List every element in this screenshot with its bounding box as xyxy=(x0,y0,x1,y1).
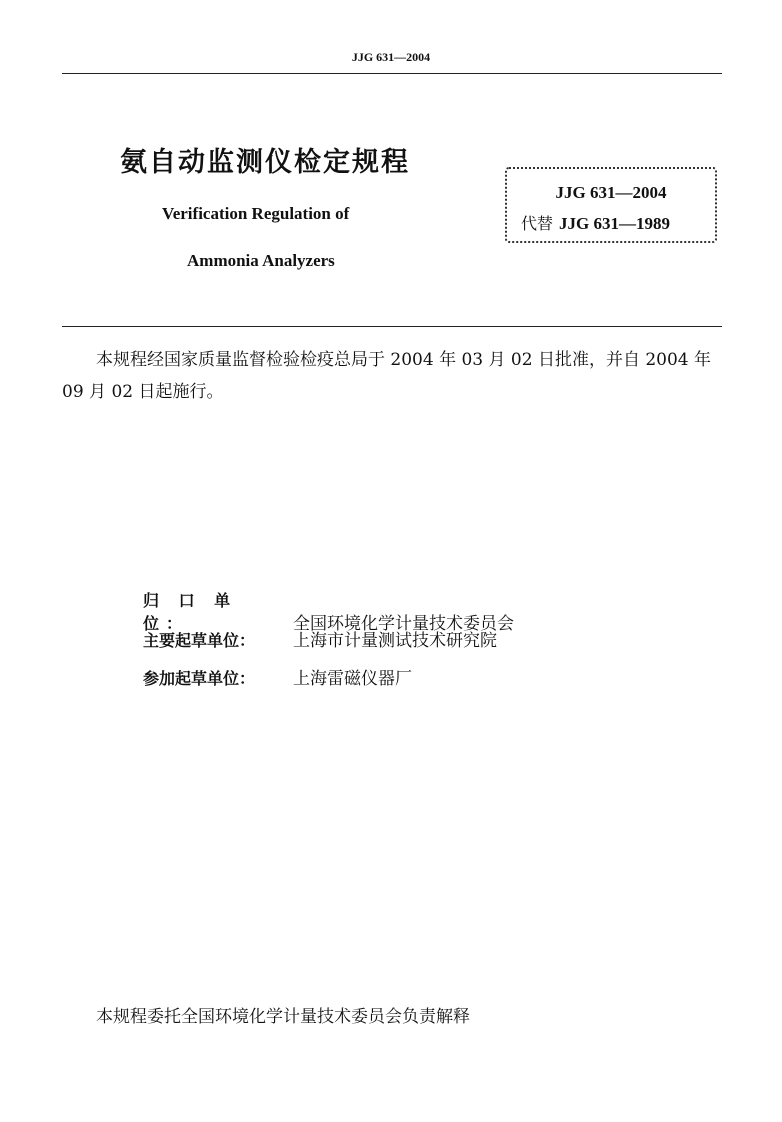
interpretation-note: 本规程委托全国环境化学计量技术委员会负责解释 xyxy=(96,1007,470,1027)
unit-value: 上海雷磁仪器厂 xyxy=(293,669,412,689)
unit-row-main-drafter xyxy=(143,626,497,651)
unit-label: 参加起草单位： xyxy=(143,669,256,688)
title-english-line1: Verification Regulation of xyxy=(162,204,350,223)
unit-label: 主要起草单位： xyxy=(143,631,256,650)
unit-value: 全国环境化学计量技术委员会 xyxy=(293,614,514,634)
title-english-line2: Ammonia Analyzers xyxy=(187,251,335,270)
replaces-code xyxy=(521,211,670,234)
replaced-code: JJG 631—1989 xyxy=(559,214,670,233)
unit-row-participating-drafter xyxy=(143,664,412,689)
header-code: JJG 631—2004 xyxy=(351,50,431,64)
unit-label: 归 口 单 位： xyxy=(143,591,238,633)
standard-code: JJG 631—2004 xyxy=(555,183,667,202)
standard-code-box xyxy=(505,167,717,243)
replaces-label: 代替 xyxy=(521,214,554,233)
title-rule xyxy=(62,326,722,327)
title-chinese: 氨自动监测仪检定规程 xyxy=(120,147,410,178)
unit-value: 上海市计量测试技术研究院 xyxy=(293,631,497,651)
header-rule xyxy=(62,73,722,74)
approval-text: 本规程经国家质量监督检验检疫总局于 2004 年 03 月 02 日批准，并自 2004 年 09 月 02 日起施行。 xyxy=(62,350,712,402)
